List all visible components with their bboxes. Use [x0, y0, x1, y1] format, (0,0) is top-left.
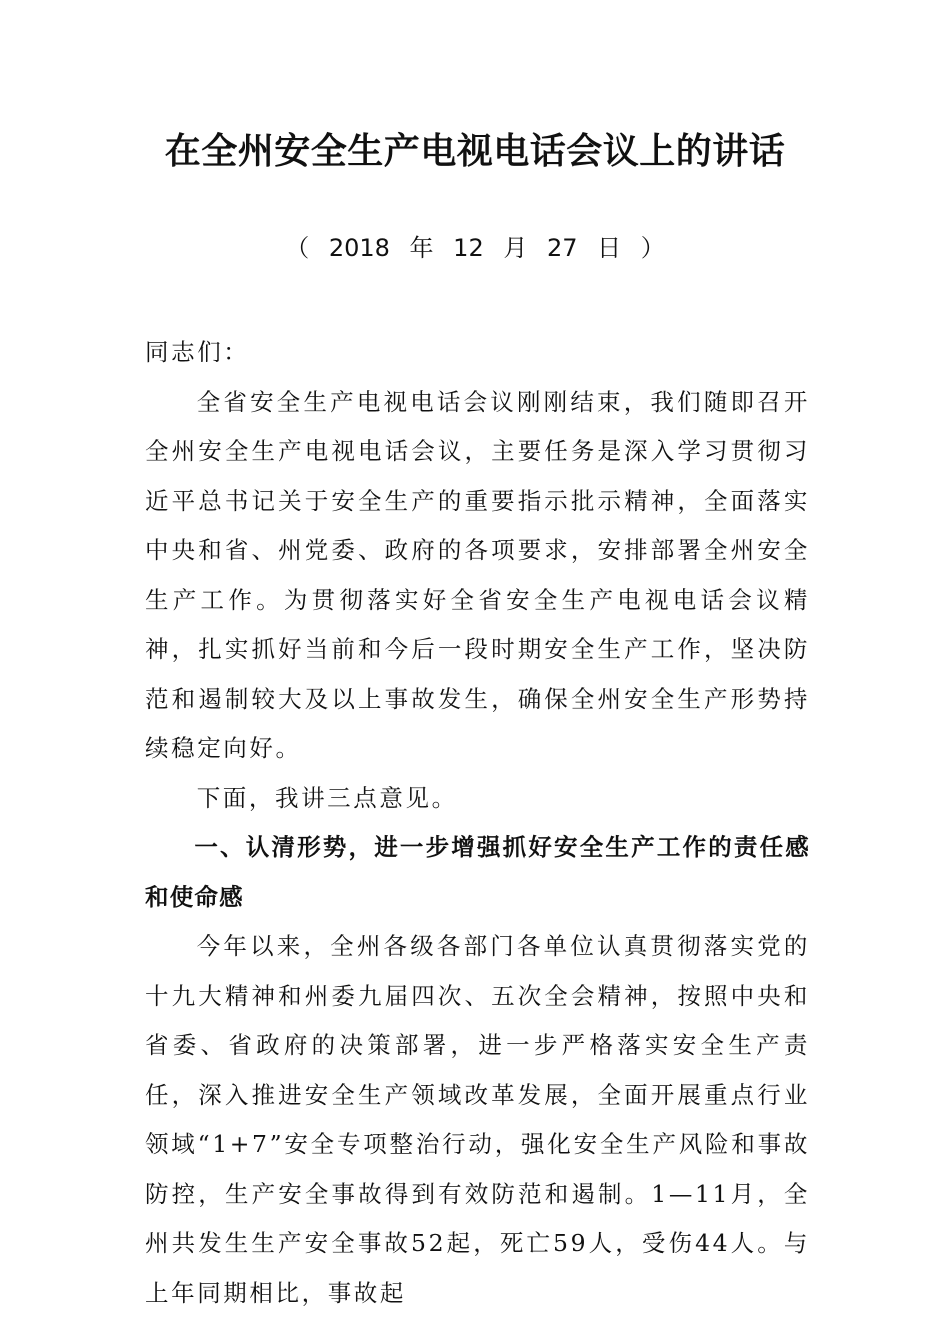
paragraph-intro: 全省安全生产电视电话会议刚刚结束，我们随即召开全州安全生产电视电话会议，主要任务是深入学习贯彻习近平总书记关于安全生产的重要指示批示精神，全面落实中央和省、州党委、政府的各项要求，安排部署全州安全生产工作。为贯彻落实好全省安全生产电视电话会议精神，扎实抓好当前和今后一段时期安全生产工作，坚决防范和遏制较大及以上事故发生，确保全州安全生产形势持续稳定向好。: [145, 387, 810, 762]
speech-date: （ 2018 年 12 月 27 日 ）: [285, 234, 665, 262]
paragraph-transition: 下面，我讲三点意见。: [196, 783, 458, 812]
document-title: 在全州安全生产电视电话会议上的讲话: [164, 131, 786, 172]
section-heading-1: 一、认清形势，进一步增强抓好安全生产工作的责任感和使命感: [145, 833, 810, 911]
paragraph-section-1: 今年以来，全州各级各部门各单位认真贯彻落实党的十九大精神和州委九届四次、五次全会精神，按照中央和省委、省政府的决策部署，进一步严格落实安全生产责任，深入推进安全生产领域改革发展，全面开展重点行业领域“1+7”安全专项整治行动，强化安全生产风险和事故防控，生产安全事故得到有效防范和遏制。1—11月，全州共发生生产安全事故52起，死亡59人，受伤44人。与上年同期相比，事故起: [145, 932, 810, 1307]
salutation: 同志们：: [145, 338, 250, 366]
document-body: [145, 328, 810, 1318]
